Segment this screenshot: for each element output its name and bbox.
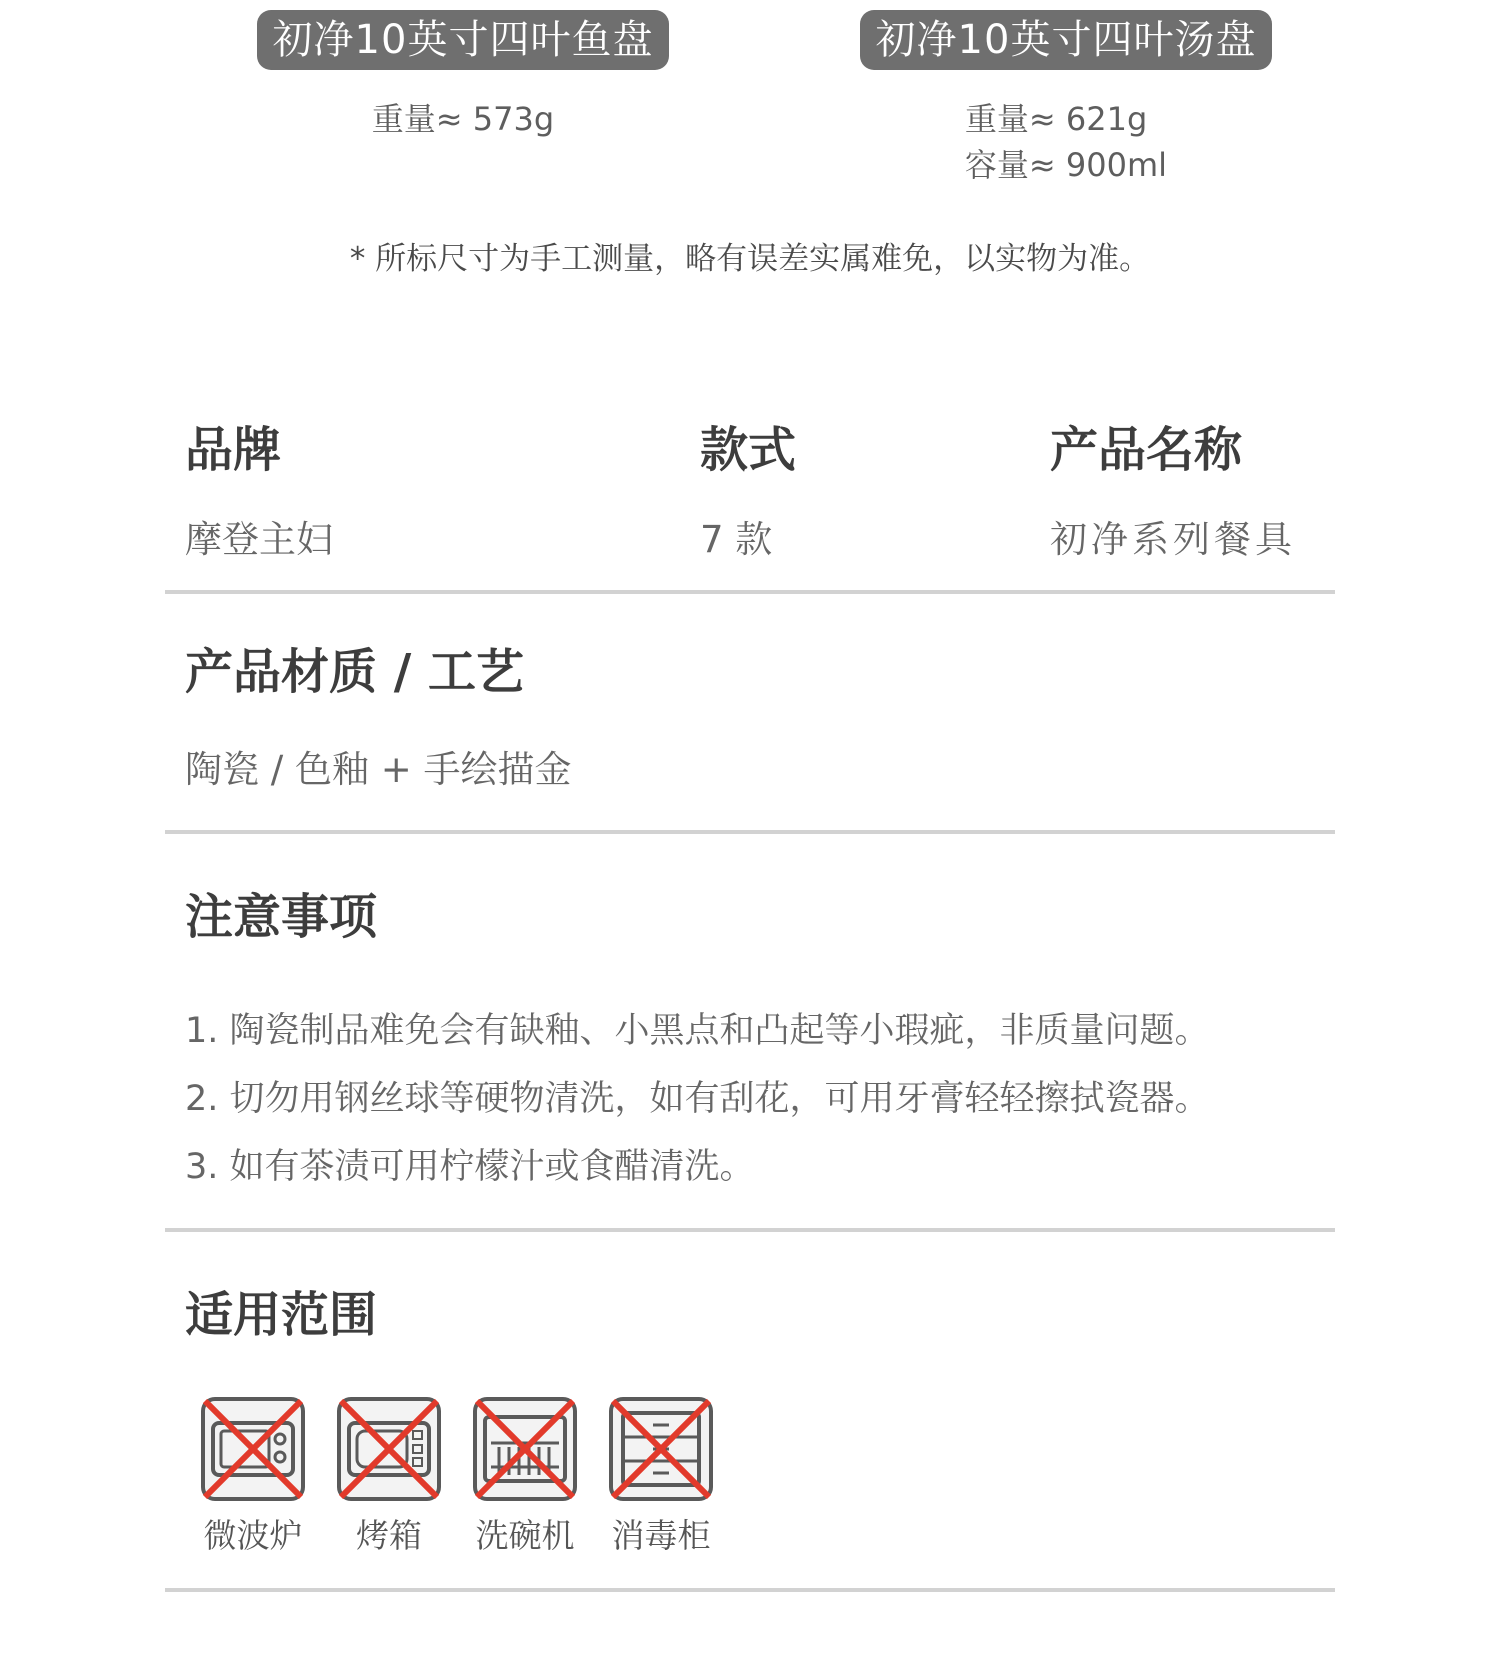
material-section (165, 640, 1335, 834)
brand-title: 品牌 (185, 422, 282, 478)
product-specs (965, 96, 1167, 188)
list-item: 1. 陶瓷制品难免会有缺釉、小黑点和凸起等小瑕疵，非质量问题。 (185, 1011, 1210, 1051)
measurement-disclaimer: * 所标尺寸为手工测量，略有误差实属难免，以实物为准。 (349, 241, 1151, 277)
dishwasher-icon (471, 1395, 579, 1503)
notes-list (185, 997, 1335, 1201)
usage-label: 消毒柜 (611, 1516, 711, 1555)
usage-icons-row (185, 1395, 1335, 1559)
sterilizer-cabinet-icon (607, 1395, 715, 1503)
product-fish-plate (163, 10, 763, 142)
product-weight: 重量≈ 573g (371, 100, 555, 138)
usage-item-microwave (185, 1395, 321, 1559)
usage-label: 洗碗机 (475, 1516, 575, 1555)
product-name-column (1050, 410, 1296, 568)
style-column (700, 410, 796, 568)
usage-item-sterilizer (593, 1395, 729, 1559)
product-name-title: 产品名称 (1050, 422, 1243, 478)
material-title: 产品材质 / 工艺 (185, 644, 524, 700)
usage-section (165, 1283, 1335, 1592)
basic-info-section (165, 410, 1335, 594)
notes-section (165, 885, 1335, 1232)
usage-item-oven (321, 1395, 457, 1559)
product-weight: 重量≈ 621g (964, 100, 1148, 138)
usage-label: 烤箱 (356, 1516, 422, 1555)
product-name-badge: 初净10英寸四叶鱼盘 (257, 10, 670, 70)
product-name-value: 初净系列餐具 (1050, 518, 1296, 561)
brand-column (185, 410, 333, 568)
material-value: 陶瓷 / 色釉 + 手绘描金 (185, 748, 572, 791)
product-capacity: 容量≈ 900ml (964, 146, 1168, 184)
oven-icon (335, 1395, 443, 1503)
brand-value: 摩登主妇 (185, 518, 333, 561)
product-specs (372, 96, 554, 142)
style-value: 7 款 (700, 518, 773, 561)
usage-label: 微波炉 (203, 1516, 303, 1555)
product-name-badge: 初净10英寸四叶汤盘 (860, 10, 1273, 70)
product-soup-plate (766, 10, 1366, 188)
notes-title: 注意事项 (185, 889, 378, 945)
usage-title: 适用范围 (185, 1287, 378, 1343)
microwave-icon (199, 1395, 307, 1503)
list-item: 3. 如有茶渍可用柠檬汁或食醋清洗。 (185, 1147, 755, 1187)
style-title: 款式 (700, 422, 797, 478)
list-item: 2. 切勿用钢丝球等硬物清洗，如有刮花，可用牙膏轻轻擦拭瓷器。 (185, 1079, 1210, 1119)
usage-item-dishwasher (457, 1395, 593, 1559)
